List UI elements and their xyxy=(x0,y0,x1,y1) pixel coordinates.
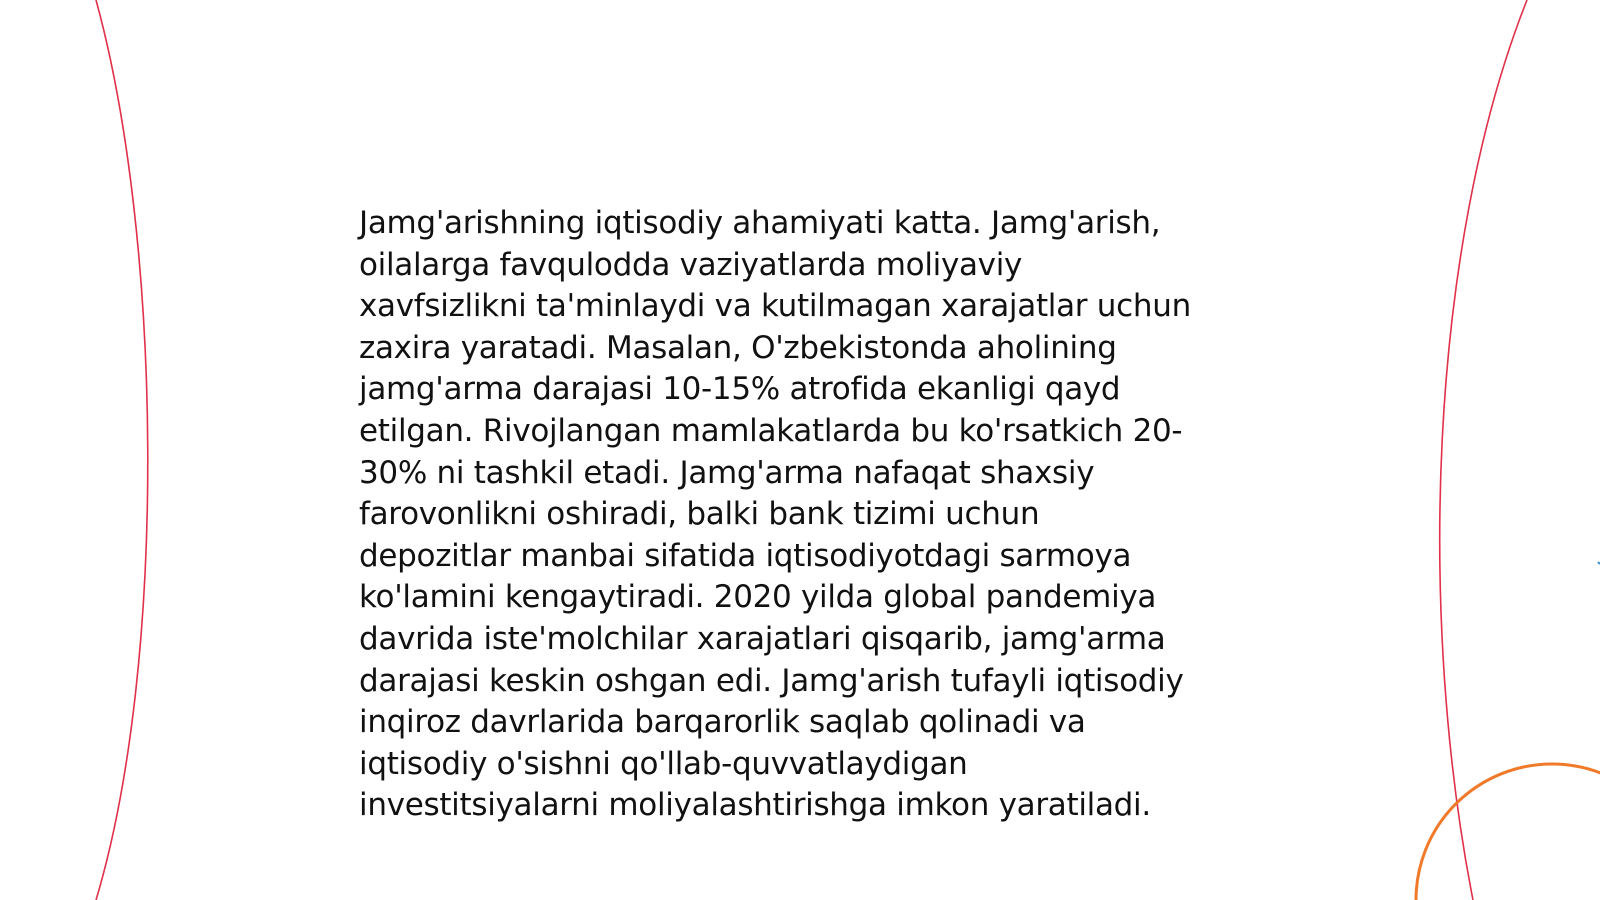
text-line-6: etilgan. Rivojlangan mamlakatlarda bu ko'rsatkich 20- xyxy=(359,412,1183,449)
text-line-3: xavfsizlikni ta'minlaydi va kutilmagan xarajatlar uchun xyxy=(359,288,1191,325)
text-line-12: darajasi keskin oshgan edi. Jamg'arish tufayli iqtisodiy xyxy=(359,662,1184,699)
text-line-13: inqiroz davrlarida barqarorlik saqlab qolinadi va xyxy=(359,704,1086,741)
text-line-11: davrida iste'molchilar xarajatlari qisqarib, jamg'arma xyxy=(359,620,1166,657)
text-line-4: zaxira yaratadi. Masalan, O'zbekistonda aholining xyxy=(359,329,1117,366)
text-line-15: investitsiyalarni moliyalashtirishga imkon yaratiladi. xyxy=(359,787,1151,824)
right-red-curve xyxy=(1440,0,1527,900)
text-line-8: farovonlikni oshiradi, balki bank tizimi uchun xyxy=(359,496,1040,533)
left-red-curve xyxy=(96,0,148,900)
text-line-10: ko'lamini kengaytiradi. 2020 yilda global pandemiya xyxy=(359,579,1157,616)
text-line-9: depozitlar manbai sifatida iqtisodiyotdagi sarmoya xyxy=(359,537,1132,574)
text-line-2: oilalarga favqulodda vaziyatlarda moliyaviy xyxy=(359,246,1023,283)
text-line-7: 30% ni tashkil etadi. Jamg'arma nafaqat shaxsiy xyxy=(359,454,1095,491)
body-paragraph xyxy=(359,203,1259,827)
text-line-14: iqtisodiy o'sishni qo'llab-quvvatlaydigan xyxy=(359,745,968,782)
text-block xyxy=(359,203,1259,827)
orange-circle-arc xyxy=(1416,764,1600,900)
text-line-5: jamg'arma darajasi 10-15% atrofida ekanligi qayd xyxy=(359,371,1121,408)
text-line-1: Jamg'arishning iqtisodiy ahamiyati katta. Jamg'arish, xyxy=(359,205,1161,241)
